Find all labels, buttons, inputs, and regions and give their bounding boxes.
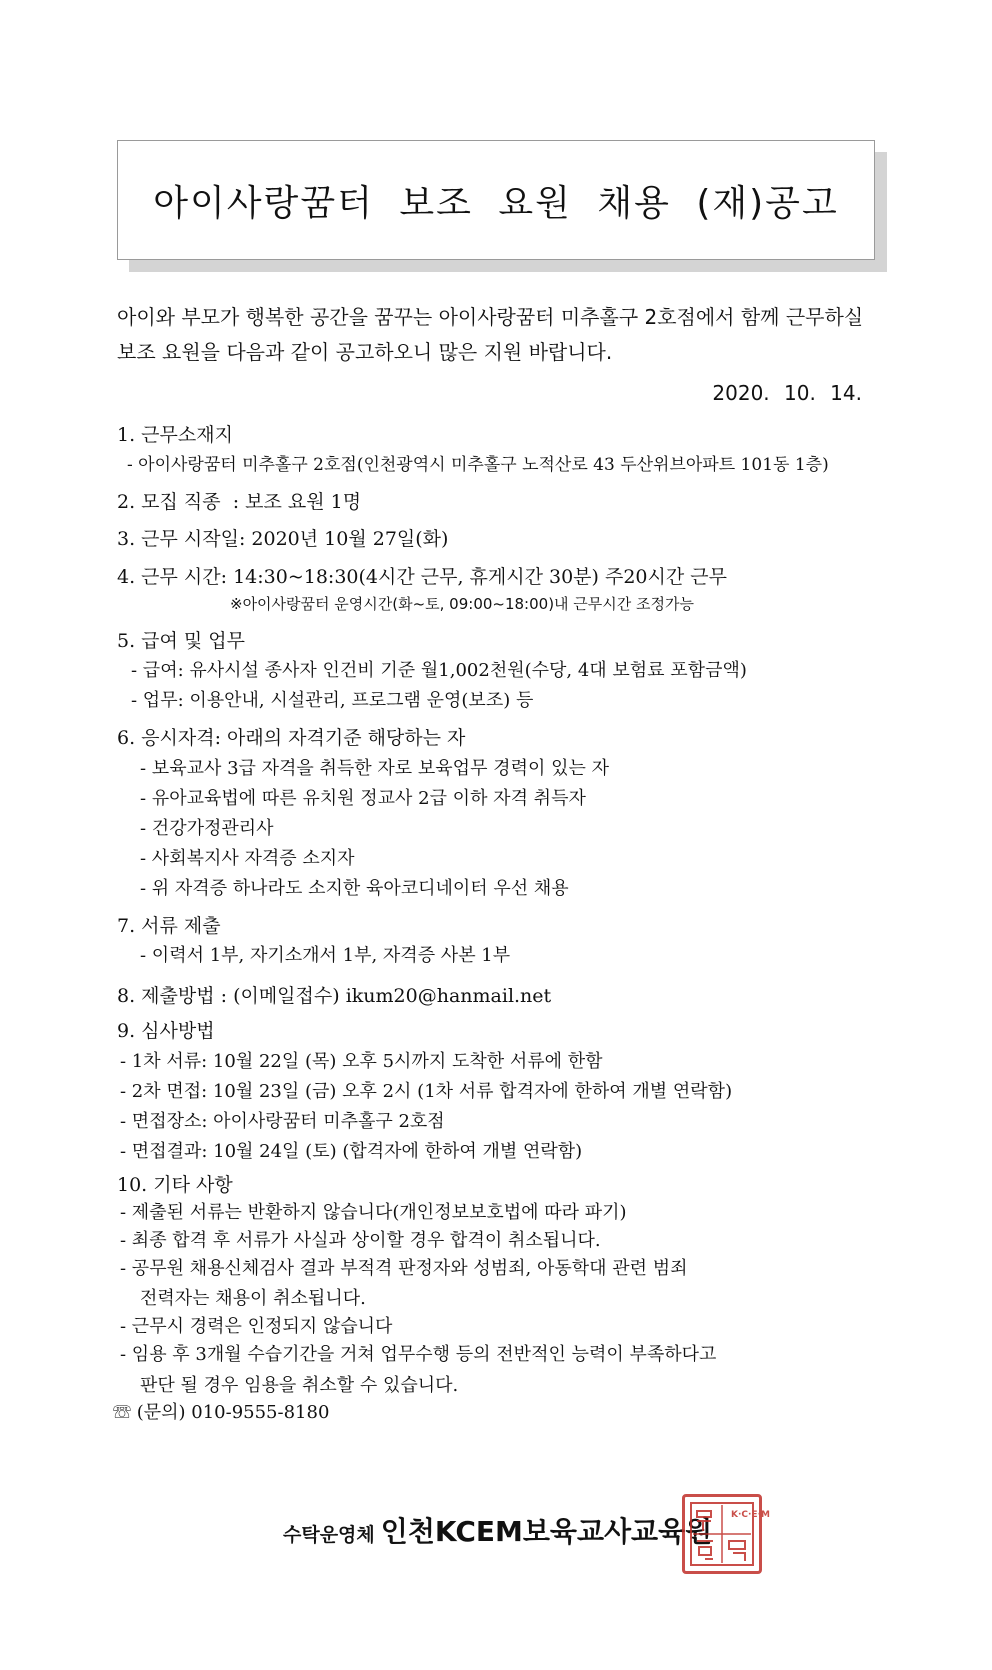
section-6-heading: 6. 응시자격: 아래의 자격기준 해당하는 자 [117, 727, 466, 749]
section-9-line: - 면접장소: 아이사랑꿈터 미추홀구 2호점 [120, 1111, 445, 1132]
section-6-line: - 사회복지사 자격증 소지자 [140, 848, 355, 869]
section-4-note: ※아이사랑꿈터 운영시간(화~토, 09:00~18:00)내 근무시간 조정가능 [230, 595, 694, 613]
contact-line: ☏ (문의) 010-9555-8180 [113, 1402, 330, 1423]
intro-paragraph: 아이와 부모가 행복한 공간을 꿈꾸는 아이사랑꿈터 미추홀구 2호점에서 함께 근무하실 보조 요원을 다음과 같이 공고하오니 많은 지원 바랍니다. [117, 305, 864, 364]
notice-date: 2020. 10. 14. [712, 381, 862, 405]
section-6-line: - 보육교사 3급 자격을 취득한 자로 보육업무 경력이 있는 자 [140, 758, 609, 779]
section-9-line: - 1차 서류: 10월 22일 (목) 오후 5시까지 도착한 서류에 한함 [120, 1051, 603, 1072]
section-10-line: - 공무원 채용신체검사 결과 부적격 판정자와 성범죄, 아동학대 관련 범죄 [120, 1258, 688, 1279]
svg-text:K·C·E·M: K·C·E·M [731, 1510, 770, 1520]
section-5-line-salary: - 급여: 유사시설 종사자 인건비 기준 월1,002천원(수당, 4대 보험료 포함금액) [131, 660, 747, 681]
section-10-line: 전력자는 채용이 취소됩니다. [140, 1288, 366, 1309]
section-7-heading: 7. 서류 제출 [117, 915, 221, 937]
section-10-heading: 10. 기타 사항 [117, 1174, 233, 1196]
section-10-line: - 임용 후 3개월 수습기간을 거쳐 업무수행 등의 전반적인 능력이 부족하다고 [120, 1344, 717, 1365]
page-title: 아이사랑꿈터 보조 요원 채용 (재)공고 [153, 182, 839, 224]
section-6-line: - 건강가정관리사 [140, 818, 274, 839]
footer-signature [283, 1510, 712, 1550]
section-10-line: - 근무시 경력은 인정되지 않습니다 [120, 1316, 393, 1337]
section-10-line: - 최종 합격 후 서류가 사실과 상이할 경우 합격이 취소됩니다. [120, 1230, 601, 1251]
section-4-heading: 4. 근무 시간: 14:30~18:30(4시간 근무, 휴게시간 30분) 주20시간 근무 [117, 566, 727, 588]
section-1-line: - 아이사랑꿈터 미추홀구 2호점(인천광역시 미추홀구 노적산로 43 두산위브아파트 101동 1층) [127, 455, 829, 475]
section-6-line: - 위 자격증 하나라도 소지한 육아코디네이터 우선 채용 [140, 878, 569, 899]
section-3-heading: 3. 근무 시작일: 2020년 10월 27일(화) [117, 528, 449, 550]
section-10-line: 판단 될 경우 임용을 취소할 수 있습니다. [140, 1375, 459, 1396]
section-1-heading: 1. 근무소재지 [117, 424, 233, 446]
footer-label: 수탁운영체 [283, 1524, 375, 1546]
section-6-line: - 유아교육법에 따른 유치원 정교사 2급 이하 자격 취득자 [140, 788, 586, 809]
section-10-line: - 제출된 서류는 반환하지 않습니다(개인정보보호법에 따라 파기) [120, 1202, 627, 1223]
section-5-line-duty: - 업무: 이용안내, 시설관리, 프로그램 운영(보조) 등 [131, 690, 534, 711]
section-7-line: - 이력서 1부, 자기소개서 1부, 자격증 사본 1부 [140, 945, 511, 966]
section-2-heading: 2. 모집 직종 : 보조 요원 1명 [117, 491, 362, 513]
title-box [117, 140, 875, 260]
section-9-line: - 면접결과: 10월 24일 (토) (합격자에 한하여 개별 연락함) [120, 1141, 583, 1162]
official-seal-stamp [682, 1494, 770, 1574]
seal-icon [685, 1497, 770, 1571]
section-9-heading: 9. 심사방법 [117, 1020, 215, 1042]
section-5-heading: 5. 급여 및 업무 [117, 630, 246, 652]
section-8-heading: 8. 제출방법 : (이메일접수) ikum20@hanmail.net [117, 985, 552, 1007]
footer-org: 인천KCEM보육교사교육원 [380, 1515, 713, 1548]
section-9-line: - 2차 면접: 10월 23일 (금) 오후 2시 (1차 서류 합격자에 한하여 개별 연락함) [120, 1081, 733, 1102]
